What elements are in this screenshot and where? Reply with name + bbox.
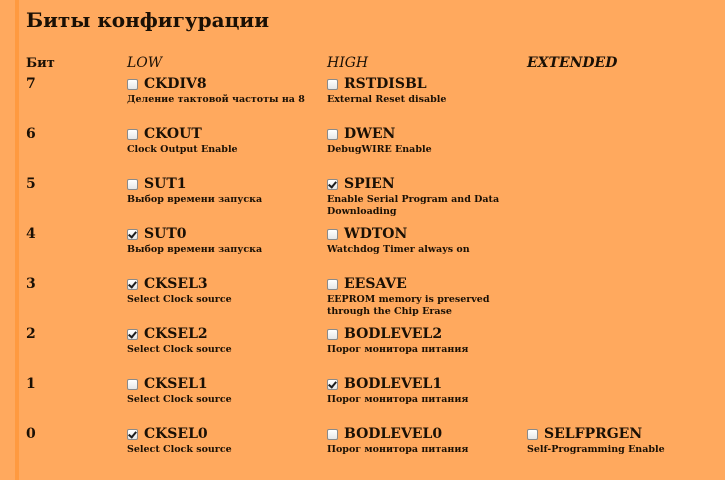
fuse-control[interactable] bbox=[327, 275, 517, 293]
fuse-name[interactable]: SUT0 bbox=[144, 226, 187, 242]
bit-number: 3 bbox=[26, 276, 36, 292]
fuse-description: EEPROM memory is preserved through the Chip Erase bbox=[327, 294, 490, 317]
fuse-description: Порог монитора питания bbox=[327, 394, 469, 405]
fuse-row bbox=[0, 322, 725, 372]
fuse-name[interactable]: SUT1 bbox=[144, 176, 187, 192]
fuse-cell-low bbox=[127, 125, 317, 156]
fuse-cell-high bbox=[327, 75, 517, 106]
fuse-name[interactable]: WDTON bbox=[344, 226, 408, 242]
bit-number: 5 bbox=[26, 176, 36, 192]
fuse-cell-low bbox=[127, 275, 317, 306]
fuse-checkbox[interactable] bbox=[127, 129, 138, 140]
fuse-checkbox[interactable] bbox=[327, 129, 338, 140]
fuse-cell-low bbox=[127, 225, 317, 256]
fuse-row bbox=[0, 372, 725, 422]
fuse-row bbox=[0, 122, 725, 172]
fuse-control[interactable] bbox=[127, 225, 317, 243]
fuse-control[interactable] bbox=[127, 425, 317, 443]
fuse-checkbox[interactable] bbox=[327, 279, 338, 290]
fuse-cell-high bbox=[327, 175, 517, 218]
fuse-control[interactable] bbox=[127, 125, 317, 143]
fuse-checkbox[interactable] bbox=[127, 229, 138, 240]
fuse-description: DebugWIRE Enable bbox=[327, 144, 432, 155]
fuse-control[interactable] bbox=[327, 75, 517, 93]
fuse-checkbox[interactable] bbox=[327, 429, 338, 440]
fuse-checkbox[interactable] bbox=[327, 379, 338, 390]
fuse-description: Select Clock source bbox=[127, 294, 232, 305]
fuse-cell-low bbox=[127, 75, 317, 106]
header-low: LOW bbox=[127, 55, 163, 71]
fuse-cell-low bbox=[127, 175, 317, 206]
fuse-checkbox[interactable] bbox=[127, 79, 138, 90]
fuse-cell-high bbox=[327, 275, 517, 318]
fuse-control[interactable] bbox=[127, 175, 317, 193]
fuse-checkbox[interactable] bbox=[127, 279, 138, 290]
fuse-name[interactable]: RSTDISBL bbox=[344, 76, 427, 92]
fuse-control[interactable] bbox=[127, 375, 317, 393]
header-bit: Бит bbox=[26, 56, 55, 71]
fuse-checkbox[interactable] bbox=[127, 429, 138, 440]
fuse-checkbox[interactable] bbox=[327, 329, 338, 340]
fuse-name[interactable]: CKOUT bbox=[144, 126, 202, 142]
fuse-row bbox=[0, 172, 725, 222]
fuse-name[interactable]: CKSEL1 bbox=[144, 376, 208, 392]
fuse-control[interactable] bbox=[527, 425, 717, 443]
fuse-control[interactable] bbox=[127, 75, 317, 93]
bit-number: 6 bbox=[26, 126, 36, 142]
bit-number: 7 bbox=[26, 76, 36, 92]
fuse-name[interactable]: DWEN bbox=[344, 126, 396, 142]
fuse-row bbox=[0, 72, 725, 122]
fuse-name[interactable]: CKSEL3 bbox=[144, 276, 208, 292]
fuse-row bbox=[0, 222, 725, 272]
fuse-checkbox[interactable] bbox=[527, 429, 538, 440]
fuse-name[interactable]: SELFPRGEN bbox=[544, 426, 643, 442]
page-title: Биты конфигурации bbox=[26, 8, 270, 32]
fuse-control[interactable] bbox=[127, 275, 317, 293]
fuse-cell-high bbox=[327, 225, 517, 256]
fuse-description: Select Clock source bbox=[127, 394, 232, 405]
fuse-description: Watchdog Timer always on bbox=[327, 244, 470, 255]
fuse-description: Self-Programming Enable bbox=[527, 444, 665, 455]
fuse-cell-extended bbox=[527, 425, 717, 456]
fuse-control[interactable] bbox=[327, 325, 517, 343]
fuse-checkbox[interactable] bbox=[327, 179, 338, 190]
fuse-checkbox[interactable] bbox=[127, 329, 138, 340]
fuse-name[interactable]: BODLEVEL0 bbox=[344, 426, 443, 442]
fuse-checkbox[interactable] bbox=[327, 79, 338, 90]
fuse-name[interactable]: SPIEN bbox=[344, 176, 395, 192]
bit-number: 1 bbox=[26, 376, 36, 392]
fuse-description: Clock Output Enable bbox=[127, 144, 238, 155]
fuse-description: Порог монитора питания bbox=[327, 444, 469, 455]
fuse-name[interactable]: BODLEVEL2 bbox=[344, 326, 443, 342]
fuse-cell-high bbox=[327, 125, 517, 156]
bit-number: 0 bbox=[26, 426, 36, 442]
fuse-cell-high bbox=[327, 425, 517, 456]
fuse-name[interactable]: CKSEL0 bbox=[144, 426, 208, 442]
fuse-description: Select Clock source bbox=[127, 344, 232, 355]
fuse-name[interactable]: BODLEVEL1 bbox=[344, 376, 443, 392]
fuse-control[interactable] bbox=[327, 425, 517, 443]
fuse-description: External Reset disable bbox=[327, 94, 447, 105]
fuse-name[interactable]: EESAVE bbox=[344, 276, 407, 292]
fuse-cell-low bbox=[127, 425, 317, 456]
fuse-checkbox[interactable] bbox=[127, 179, 138, 190]
fuse-cell-low bbox=[127, 325, 317, 356]
fuse-description: Enable Serial Program and Data Downloading bbox=[327, 194, 500, 217]
fuse-control[interactable] bbox=[327, 125, 517, 143]
fuse-description: Порог монитора питания bbox=[327, 344, 469, 355]
fuse-row bbox=[0, 422, 725, 472]
header-high: HIGH bbox=[327, 55, 369, 71]
fuse-name[interactable]: CKDIV8 bbox=[144, 76, 207, 92]
fuse-cell-low bbox=[127, 375, 317, 406]
fuse-control[interactable] bbox=[327, 225, 517, 243]
fuse-cell-high bbox=[327, 325, 517, 356]
fuse-description: Выбор времени запуска bbox=[127, 194, 263, 205]
fuse-control[interactable] bbox=[127, 325, 317, 343]
fuse-checkbox[interactable] bbox=[127, 379, 138, 390]
bit-number: 2 bbox=[26, 326, 36, 342]
fuse-description: Деление тактовой частоты на 8 bbox=[127, 94, 305, 105]
bit-number: 4 bbox=[26, 226, 36, 242]
fuse-name[interactable]: CKSEL2 bbox=[144, 326, 208, 342]
fuse-description: Выбор времени запуска bbox=[127, 244, 263, 255]
header-extended: EXTENDED bbox=[527, 55, 618, 71]
fuse-row bbox=[0, 272, 725, 322]
fuse-checkbox[interactable] bbox=[327, 229, 338, 240]
fuse-control[interactable] bbox=[327, 375, 517, 393]
fuse-description: Select Clock source bbox=[127, 444, 232, 455]
fuse-cell-high bbox=[327, 375, 517, 406]
fuse-control[interactable] bbox=[327, 175, 517, 193]
